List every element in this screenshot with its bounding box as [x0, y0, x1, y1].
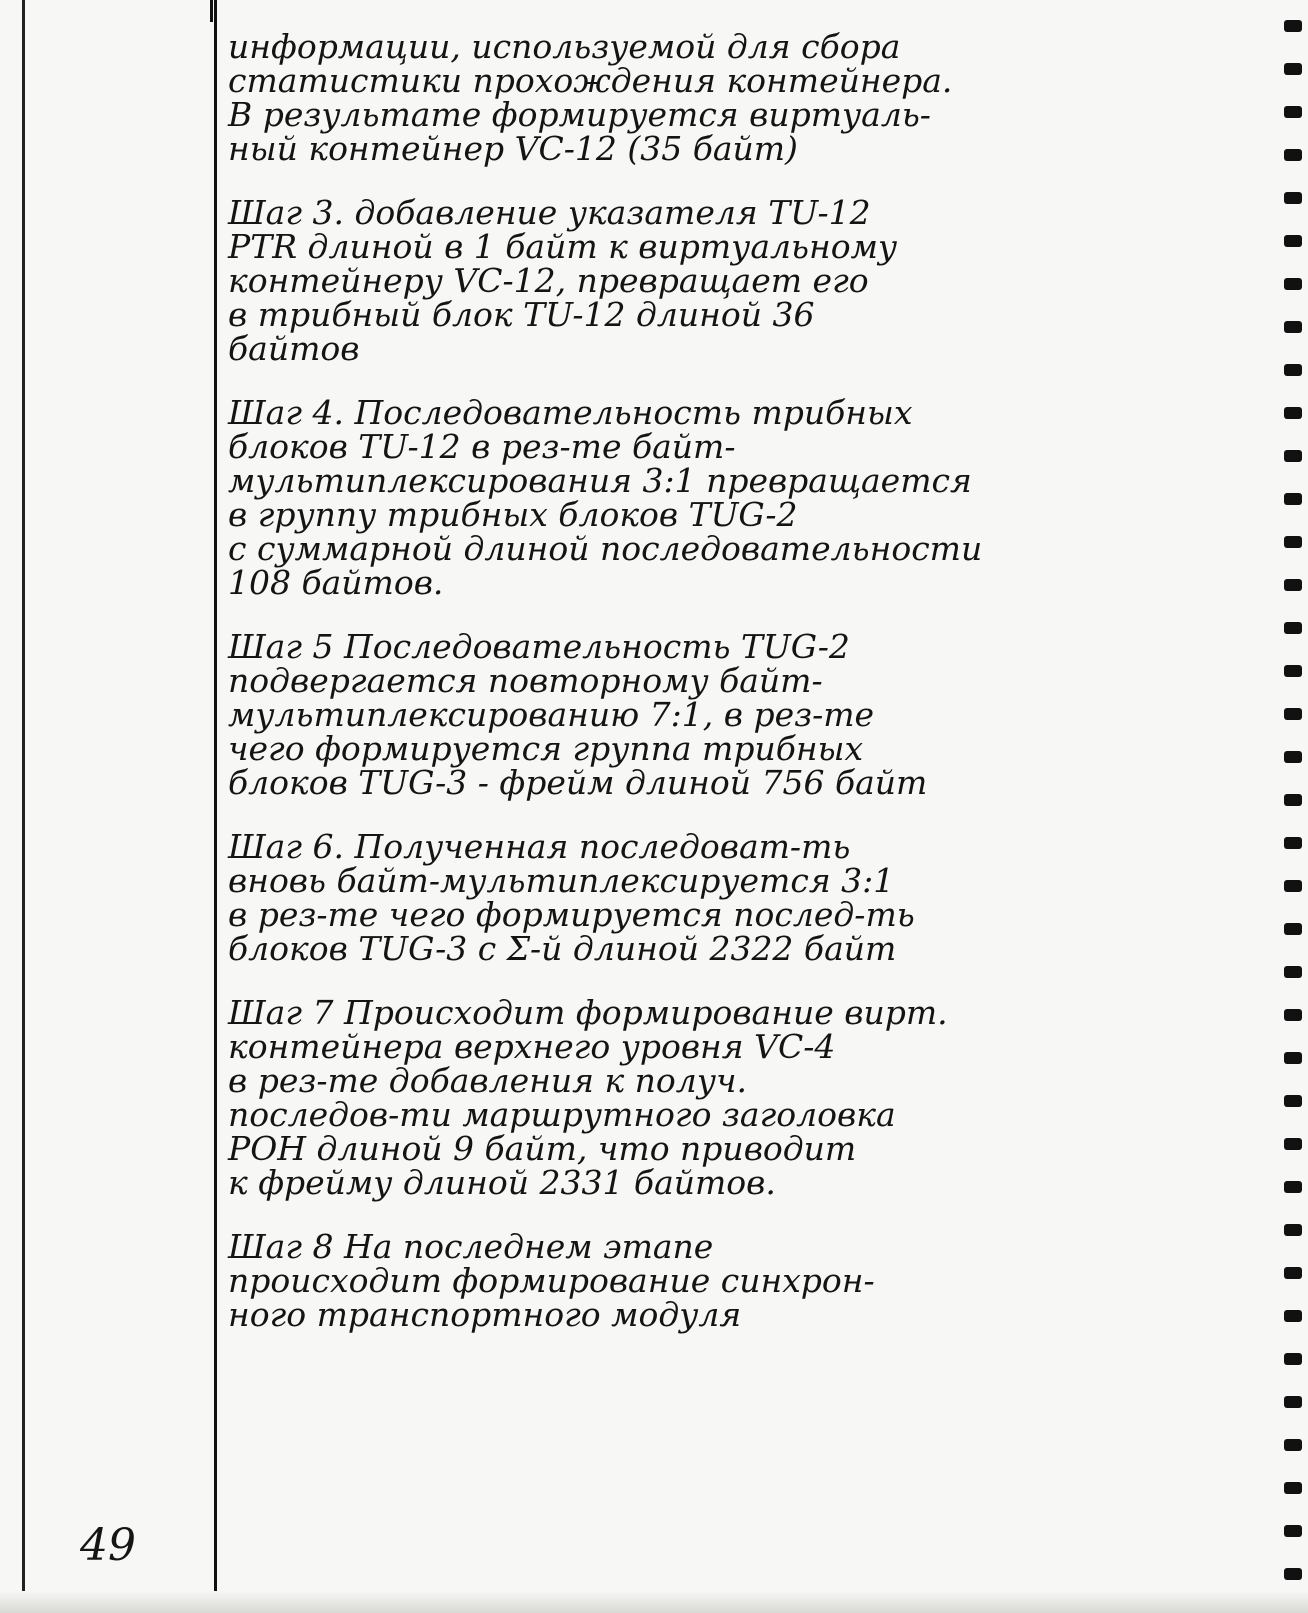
text-line: ного транспортного модуля	[228, 1295, 742, 1334]
text-line: Шаг 4. Последовательность трибных	[228, 393, 913, 432]
text-line: Шаг 8 На последнем этапе	[228, 1227, 714, 1266]
text-line: мультиплексированию 7:1, в рез-те	[228, 695, 875, 734]
text-line: информации, используемой для сбора	[228, 27, 901, 66]
text-line: вновь байт-мультиплексируется 3:1	[228, 861, 895, 900]
spiral-binding	[1278, 0, 1308, 1613]
spiral-hole	[1284, 794, 1302, 806]
spiral-hole	[1284, 1095, 1302, 1107]
spiral-hole	[1284, 149, 1302, 161]
text-line: ный контейнер VC-12 (35 байт)	[228, 129, 798, 168]
text-line: чего формируется группа трибных	[228, 729, 864, 768]
text-line: в группу трибных блоков TUG-2	[228, 495, 798, 534]
spiral-hole	[1284, 1525, 1302, 1537]
spiral-hole	[1284, 278, 1302, 290]
spiral-hole	[1284, 235, 1302, 247]
text-line: POH длиной 9 байт, что приводит	[228, 1129, 857, 1168]
text-line: подвергается повторному байт-	[228, 661, 823, 700]
text-line: Шаг 3. добавление указателя TU-12	[228, 193, 871, 232]
spiral-hole	[1284, 579, 1302, 591]
spiral-hole	[1284, 1009, 1302, 1021]
spiral-hole	[1284, 536, 1302, 548]
spiral-hole	[1284, 1353, 1302, 1365]
spiral-hole	[1284, 493, 1302, 505]
spiral-hole	[1284, 450, 1302, 462]
text-line: байтов	[228, 329, 360, 368]
spiral-hole	[1284, 20, 1302, 32]
text-line: 108 байтов.	[228, 563, 444, 602]
paragraph-step-5	[228, 627, 1268, 802]
spiral-hole	[1284, 1439, 1302, 1451]
page-bottom-edge	[0, 1591, 1308, 1613]
text-line: PTR длиной в 1 байт к виртуальному	[228, 227, 898, 266]
spiral-hole	[1284, 1224, 1302, 1236]
paragraph-intro	[228, 27, 1268, 168]
text-line: контейнеру VC-12, превращает его	[228, 261, 869, 300]
spiral-hole	[1284, 364, 1302, 376]
spiral-hole	[1284, 63, 1302, 75]
paragraph-step-8	[228, 1227, 1268, 1334]
spiral-hole	[1284, 192, 1302, 204]
spiral-hole	[1284, 106, 1302, 118]
text-line: Шаг 5 Последовательность TUG-2	[228, 627, 850, 666]
spiral-hole	[1284, 321, 1302, 333]
text-line: в рез-те чего формируется послед-ть	[228, 895, 915, 934]
spiral-hole	[1284, 1482, 1302, 1494]
text-line: блоков TUG-3 - фрейм длиной 756 байт	[228, 763, 928, 802]
spiral-hole	[1284, 622, 1302, 634]
margin-line	[214, 0, 217, 1613]
spiral-hole	[1284, 1568, 1302, 1580]
text-line: статистики прохождения контейнера.	[228, 61, 953, 100]
text-line: к фрейму длиной 2331 байтов.	[228, 1163, 776, 1202]
text-line: контейнера верхнего уровня VC-4	[228, 1027, 836, 1066]
spiral-hole	[1284, 923, 1302, 935]
paragraph-step-4	[228, 393, 1268, 602]
text-line: с суммарной длиной последовательности	[228, 529, 983, 568]
paragraph-step-3	[228, 193, 1268, 368]
page-edge	[22, 0, 25, 1613]
spiral-hole	[1284, 708, 1302, 720]
page-number: 49	[80, 1520, 136, 1571]
text-line: происходит формирование синхрон-	[228, 1261, 875, 1300]
paragraph-step-7	[228, 993, 1268, 1202]
handwritten-text	[228, 27, 1268, 1362]
text-line: последов-ти маршрутного заголовка	[228, 1095, 896, 1134]
text-line: блоков TU-12 в рез-те байт-	[228, 427, 736, 466]
spiral-hole	[1284, 407, 1302, 419]
spiral-hole	[1284, 837, 1302, 849]
spiral-hole	[1284, 966, 1302, 978]
spiral-hole	[1284, 1181, 1302, 1193]
spiral-hole	[1284, 751, 1302, 763]
spiral-hole	[1284, 1052, 1302, 1064]
text-line: мультиплексирования 3:1 превращается	[228, 461, 972, 500]
text-line: Шаг 7 Происходит формирование вирт.	[228, 993, 948, 1032]
text-line: в рез-те добавления к получ.	[228, 1061, 747, 1100]
text-line: блоков TUG-3 с Σ-й длиной 2322 байт	[228, 929, 897, 968]
text-line: В результате формируется виртуаль-	[228, 95, 931, 134]
spiral-hole	[1284, 880, 1302, 892]
spiral-hole	[1284, 1310, 1302, 1322]
spiral-hole	[1284, 1138, 1302, 1150]
spiral-hole	[1284, 1267, 1302, 1279]
text-line: в трибный блок TU-12 длиной 36	[228, 295, 815, 334]
paragraph-step-6	[228, 827, 1268, 968]
spiral-hole	[1284, 1396, 1302, 1408]
spiral-hole	[1284, 665, 1302, 677]
margin-tick	[210, 0, 213, 22]
text-line: Шаг 6. Полученная последоват-ть	[228, 827, 851, 866]
